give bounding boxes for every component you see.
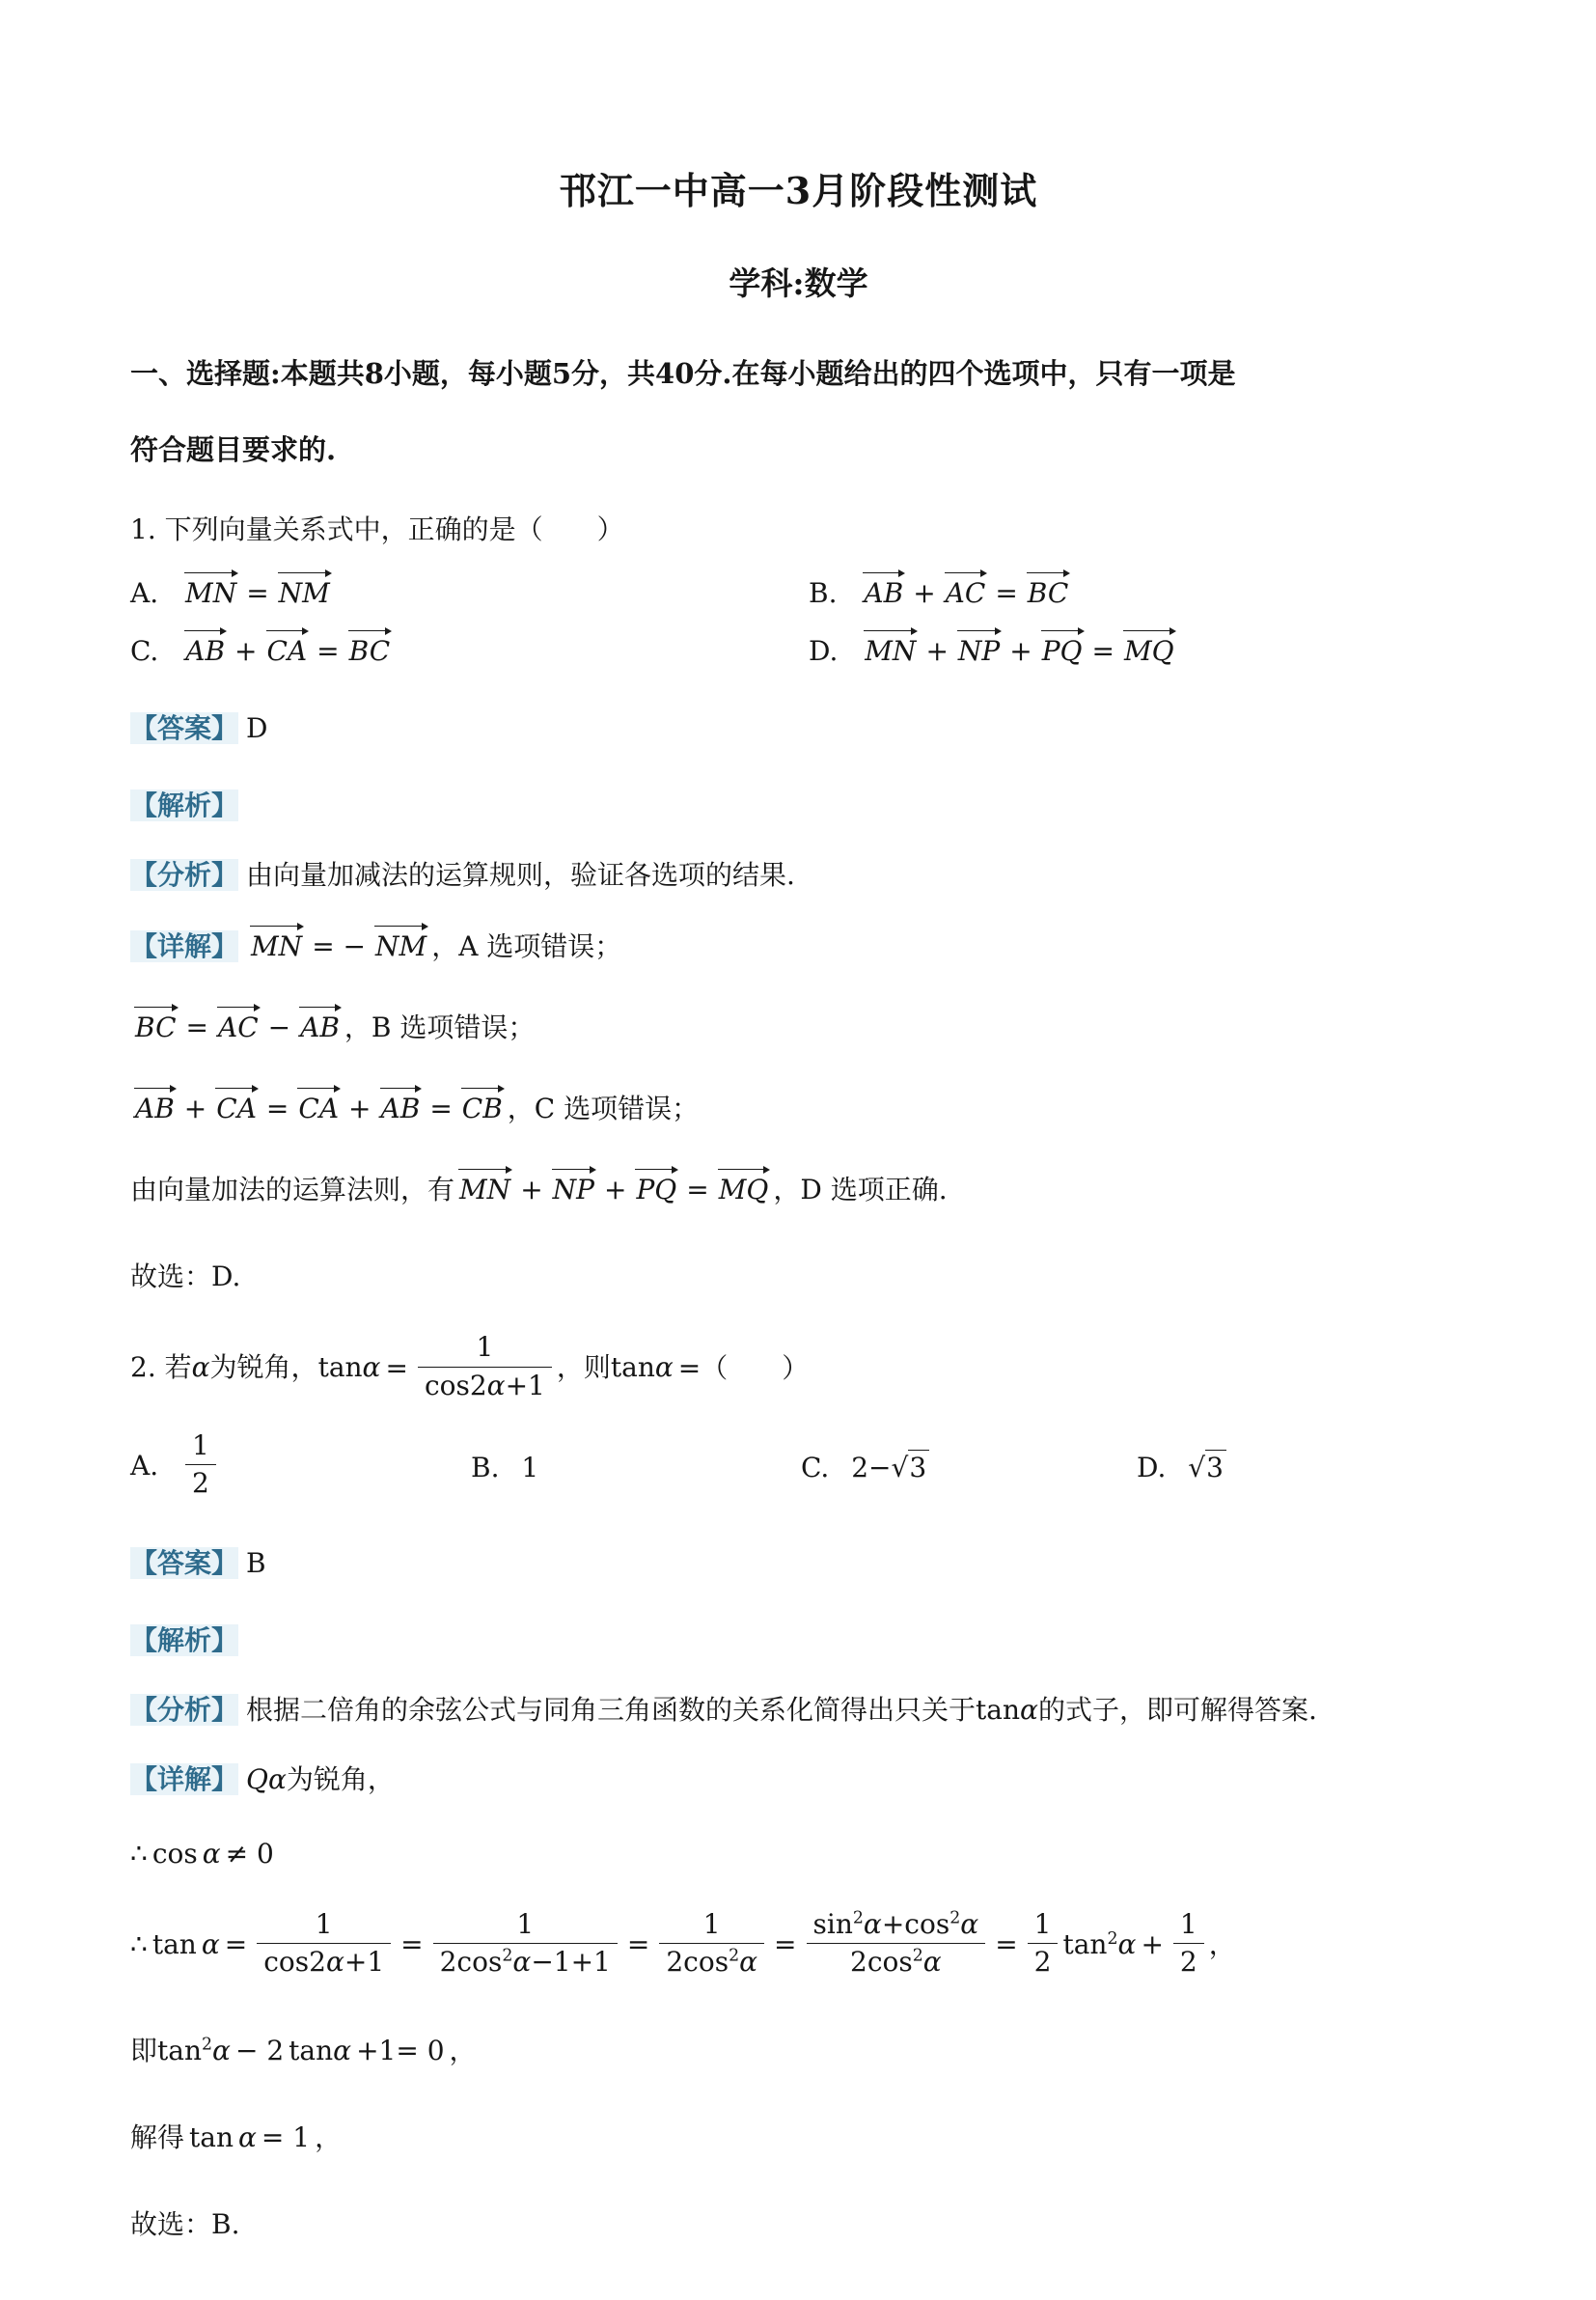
option-b-formula: AB + AC = BC [859,577,1073,609]
q2-option-b [471,1452,801,1483]
option-c-formula: AB + CA = BC [180,635,395,667]
q2-detail-line: 【详解】 Qα为锐角， [130,1763,395,1796]
fraction: $\frac{\sin^2\alpha+\cos^2\alpha}{2\cos^2\alpha}$ [807,1909,986,1978]
alpha-var: α [654,1351,674,1384]
vector-term: PQ [1039,628,1086,665]
xiangjie-marker: 【详解】 [130,1763,239,1796]
detail-tail: ，D 选项正确. [773,1174,948,1206]
vector-term: AB [378,1086,424,1122]
vector-term: CA [264,628,311,665]
vector-term: AC [215,1005,261,1041]
document-title: 邗江一中高一3月阶段性测试 [559,169,1038,213]
alpha-var: α [191,1351,210,1384]
q2-main-equation: ∴ tan α = $\frac{1}{\cos 2\alpha+1}$ = $\frac{1}{2\cos^2\alpha-1+1}$ = $\frac{1}{2\cos^2\alpha}$ = $\frac{\sin^2\alpha+\cos^2\alpha}{2\cos^2\alpha}$ = $\frac{1}{2}$ $\tan^2\alpha$ + $\frac{1}{2}$ ， [130,1908,1236,1979]
option-d-formula: √3 [1188,1450,1226,1483]
fraction: $\frac{1}{\cos 2\alpha+1}$ [418,1332,552,1400]
vector-term: CA [295,1086,342,1122]
vector-term: NP [550,1167,597,1204]
option-label: D. [1137,1452,1167,1484]
q2-fenxi-line: 【分析】 根据二倍角的余弦公式与同角三角函数的关系化简得出只关于tanα的式子，即可解得答案. [130,1694,1317,1727]
alpha-var: α [1020,1694,1038,1727]
fraction: $\frac{1}{\cos 2\alpha+1}$ [257,1909,391,1978]
vector-term: MQ [716,1167,772,1204]
option-a-formula: MN = NM [180,577,335,609]
radical-sign: √ [1188,1452,1206,1484]
detail-tail: ，A 选项错误； [431,930,622,963]
jiexi-marker: 【解析】 [130,1624,239,1657]
q1-options-row-2 [130,628,1467,667]
because-symbol: Q [246,1763,268,1796]
answer-marker: 【答案】 [130,712,239,745]
alpha-var: α [202,1838,221,1870]
vector-term: MN [182,570,239,607]
option-b-value: 1 [521,1452,539,1484]
q1-answer-letter: D [246,712,268,745]
q2-cos-line: ∴ cos α ≠ 0 [130,1838,274,1870]
q2-option-d [1137,1452,1467,1483]
question-1-stem: 1. 下列向量关系式中，正确的是（ ） [130,513,624,546]
fenxi-marker: 【分析】 [130,1694,239,1727]
vector-term: BC [132,1005,179,1041]
therefore-symbol: ∴ [130,1928,148,1961]
vector-term: AB [861,570,906,607]
option-label: C. [130,635,159,668]
vector-term: MN [862,628,919,665]
xiangjie-marker: 【详解】 [130,930,239,963]
vector-term: MN [248,924,305,960]
option-d-formula: MN + NP + PQ = MQ [860,635,1178,667]
q1-jiexi-line [130,785,1467,823]
fraction: $\frac{1}{2\cos^2\alpha-1+1}$ [433,1909,618,1978]
option-label: A. [130,577,159,610]
vector-term: CB [459,1086,506,1122]
vector-term: NP [955,628,1003,665]
vector-term: AB [297,1005,343,1041]
q2-conclusion: 故选：B. [130,2207,240,2240]
q2-answer-letter: B [246,1547,266,1580]
vector-term: CA [213,1086,260,1122]
fraction: $\frac{1}{2}$ [185,1430,216,1499]
option-label: D. [809,635,839,668]
q2-options-row [130,1428,1467,1502]
document-subtitle: 学科:数学 [729,264,868,303]
vector-term: NM [276,570,333,607]
vector-term: BC [346,628,394,665]
fraction: $\frac{1}{2\cos^2\alpha}$ [659,1909,764,1978]
vector-term: MQ [1121,628,1177,665]
option-label: A. [130,1450,159,1483]
radical-sign: √ [891,1452,909,1484]
q2-option-c [801,1452,1137,1483]
q1-option-d [809,628,1467,667]
option-label: C. [801,1452,830,1484]
answer-marker: 【答案】 [130,1547,239,1580]
vector-term: BC [1025,570,1072,607]
q2-option-a [130,1428,471,1502]
alpha-var: α [362,1351,381,1384]
q1-option-a [130,570,809,609]
q1-answer-line [130,707,1467,746]
q1-detail-line-b: BC = AC − AB ，B 选项错误； [130,1005,1467,1045]
q2-jiexi-line [130,1620,1467,1658]
alpha-var: α [267,1763,287,1796]
detail-pre: 由向量加法的运算法则，有 [130,1174,455,1206]
vector-term: AB [182,628,228,665]
q1-detail-line-d: 由向量加法的运算法则，有 MN + NP + PQ = MQ ，D 选项正确. [130,1167,1467,1207]
q1-fenxi-line [130,854,1467,893]
fraction: $\frac{1}{2}$ [1028,1909,1059,1978]
q2-jiede-line: 解得 tan α = 1 ， [130,2120,343,2153]
q2-answer-line [130,1542,1467,1581]
q1-option-c [130,628,809,667]
q1-detail-line-c: AB + CA = CA + AB = CB ，C 选项错误； [130,1086,1467,1126]
fraction: $\frac{1}{2}$ [1173,1909,1204,1978]
q1-fenxi-text: 由向量加减法的运算规则，验证各选项的结果. [246,859,795,892]
detail-tail: ，B 选项错误； [344,1011,536,1044]
vector-term: AB [132,1086,178,1122]
fenxi-marker: 【分析】 [130,859,239,892]
jiexi-marker: 【解析】 [130,790,239,822]
vector-term: AC [943,570,989,607]
q1-detail-line-a: 【详解】 MN = − NM ，A 选项错误； [130,924,1467,964]
section-header-line2: 符合题目要求的. [130,433,337,467]
q1-options-row-1 [130,570,1467,609]
vector-term: NM [372,924,429,960]
q1-option-b [809,570,1467,609]
option-label: B. [471,1452,500,1484]
therefore-symbol: ∴ [130,1838,148,1870]
option-c-formula: 2−√3 [851,1450,929,1483]
q1-conclusion: 故选：D. [130,1261,241,1293]
question-2-stem: 2. 若α为锐角，tanα = $\frac{1}{\cos 2\alpha+1}$ ，则tanα =（ ） [130,1331,810,1401]
q2-ji-line: 即$\tan^2\alpha - 2$ tanα +1= 0 ， [130,2034,477,2066]
option-label: B. [809,577,838,610]
section-header-line1: 一、选择题:本题共8小题，每小题5分，共40分.在每小题给出的四个选项中，只有一项是 [130,357,1236,391]
vector-term: PQ [633,1167,679,1204]
detail-tail: ，C 选项错误； [507,1093,700,1125]
vector-term: MN [456,1167,513,1204]
